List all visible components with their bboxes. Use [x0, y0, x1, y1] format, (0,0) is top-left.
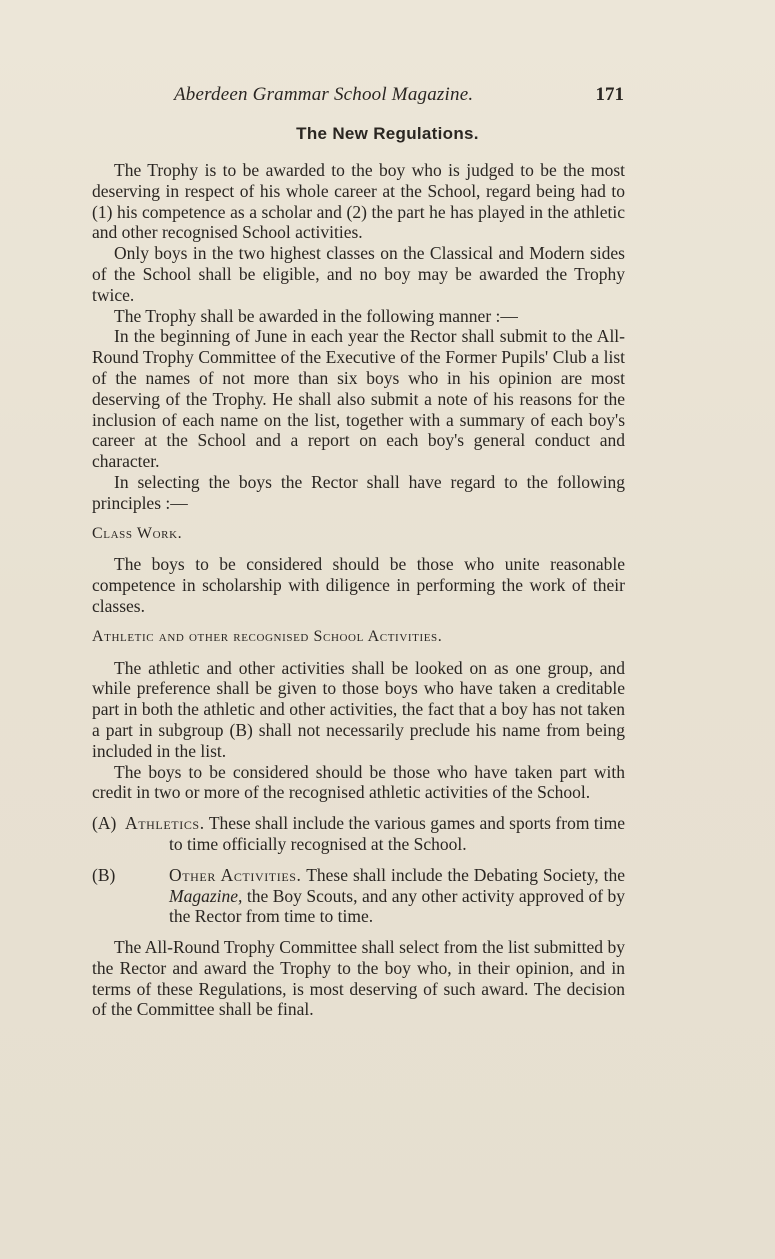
paragraph-eligibility-criteria: The Trophy is to be awarded to the boy who is judged to be the most deserving in respect of his whole career at the School, regard being had to (1) his competence as a scholar and (2) the part he has played in the athletic and other recognised School activities.	[92, 160, 625, 243]
list-marker-b: (B)	[92, 864, 116, 885]
list-marker-a: (A)	[92, 813, 117, 834]
list-text-magazine: Magazine,	[169, 885, 243, 906]
list-text-athletics: These shall include the various games and sports from time to time officially recognised at the School.	[169, 813, 625, 854]
paragraph-award-manner: The Trophy shall be awarded in the following manner :—	[114, 305, 518, 326]
section-title: The New Regulations.	[296, 124, 479, 143]
paragraph-committee-decision: The All-Round Trophy Committee shall select from the list submitted by the Rector and award the Trophy to the boy who, in their opinion, and in terms of these Regulations, is most deserving of such award. The decision of the Committee shall be final.	[92, 937, 625, 1020]
heading-class-work: Class Work.	[92, 524, 183, 542]
list-lead-other-activities: Other Activities.	[169, 864, 302, 885]
heading-athletic-activities: Athletic and other recognised School Activities.	[92, 627, 443, 645]
running-title: Aberdeen Grammar School Magazine.	[174, 84, 474, 105]
paragraph-selection-principles: In selecting the boys the Rector shall have regard to the following principles :—	[92, 471, 625, 513]
list-text-other-activities-2: the Boy Scouts, and any other activity approved of by the Rector from time to time.	[169, 885, 625, 927]
body-text	[92, 160, 625, 1020]
running-head	[92, 84, 632, 108]
paragraph-activities-group: The athletic and other activities shall be looked on as one group, and while preference shall be given to those boys who have taken a creditable part in both the athletic and other activities, the fact that a boy has not taken a part in subgroup (B) shall not necessarily preclude his name from being included in the list.	[92, 657, 625, 761]
page-number: 171	[595, 84, 624, 105]
paragraph-athletic-credit: The boys to be considered should be those who have taken part with credit in two or more of the recognised athletic activities of the School.	[92, 761, 625, 803]
list-lead-athletics: Athletics.	[125, 813, 205, 834]
list-text-other-activities-1: These shall include the Debating Society, the	[306, 864, 626, 885]
paragraph-eligible-boys: Only boys in the two highest classes on the Classical and Modern sides of the School shall be eligible, and no boy may be awarded the Trophy twice.	[92, 243, 625, 305]
list-item-other-activities	[92, 865, 625, 927]
list-item-athletics	[92, 813, 625, 855]
paragraph-rector-submission: In the beginning of June in each year the Rector shall submit to the All-Round Trophy Committee of the Executive of the Former Pupils' Club a list of the names of not more than six boys who in his opinion are most deserving of the Trophy. He shall also submit a note of his reasons for the inclusion of each name on the list, together with a summary of each boy's career at the School and a report on each boy's general conduct and character.	[92, 326, 625, 472]
paragraph-class-work: The boys to be considered should be those who unite reasonable competence in scholarship with diligence in performing the work of their classes.	[92, 554, 625, 616]
